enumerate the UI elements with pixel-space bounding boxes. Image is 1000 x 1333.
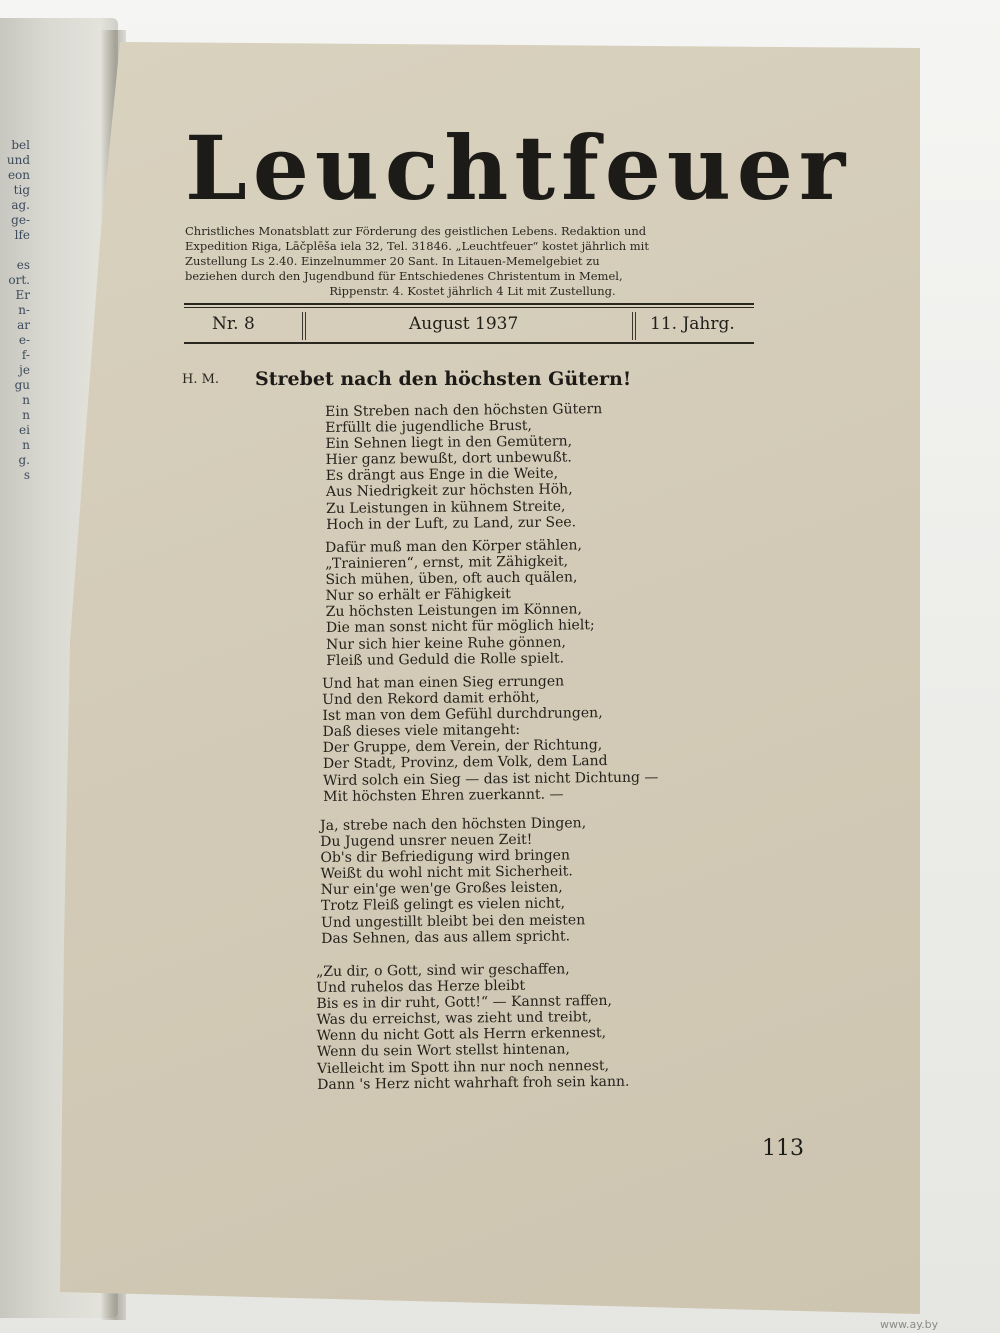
poem-line: „Trainieren“, ernst, mit Zähigkeit, — [325, 553, 569, 573]
left-page-fragment: n — [22, 438, 30, 452]
poem-line: Zu höchsten Leistungen im Können, — [325, 601, 583, 621]
subtitle-line: Expedition Riga, Lāčplēša iela 32, Tel. 31846. „Leuchtfeuer“ kostet jährlich mit — [185, 239, 649, 253]
poem-line: Und den Rekord damit erhöht, — [322, 689, 540, 709]
poem-line: Ja, strebe nach den höchsten Dingen, — [320, 815, 587, 834]
poem-line: Weißt du wohl nicht mit Sicherheit. — [320, 863, 573, 883]
page-number: 113 — [762, 1136, 804, 1161]
left-page-fragment: ar — [17, 318, 30, 332]
issue-number: Nr. 8 — [212, 314, 255, 334]
left-page-fragment: bel — [11, 138, 30, 152]
left-page-fragment: es — [16, 258, 30, 272]
poem-line: Der Gruppe, dem Verein, der Richtung, — [322, 737, 603, 757]
poem-line: Nur sich hier keine Ruhe gönnen, — [326, 634, 566, 653]
poem-author: H. M. — [182, 372, 220, 387]
poem-line: „Zu dir, o Gott, sind wir geschaffen, — [316, 961, 570, 980]
masthead-subtitle — [185, 224, 760, 299]
left-page-fragment: ei — [19, 423, 30, 437]
left-page-fragment: und — [6, 153, 30, 167]
left-page-fragment: ge- — [11, 213, 30, 227]
left-page-fragment: je — [19, 363, 30, 377]
watermark: www.ay.by — [880, 1318, 939, 1331]
left-page-fragment: n- — [18, 303, 30, 317]
subtitle-line: beziehen durch den Jugendbund für Entschiedenes Christentum in Memel, — [185, 269, 623, 283]
poem-stanza — [325, 400, 746, 533]
poem-line: Zu Leistungen in kühnem Streite, — [326, 498, 566, 517]
poem-stanza — [322, 672, 743, 805]
poem-line: Dafür muß man den Körper stählen, — [325, 537, 582, 556]
poem-stanza — [320, 814, 741, 947]
issue-separator — [632, 312, 636, 340]
poem-line: Es drängt aus Enge in die Weite, — [325, 465, 559, 485]
poem-line: Hier ganz bewußt, dort unbewußt. — [325, 449, 572, 469]
poem-line: Was du erreichst, was zieht und treibt, — [316, 1009, 593, 1029]
left-page-fragment: ort. — [8, 273, 30, 287]
poem-line: Bis es in dir ruht, Gott!“ — Kannst raffen, — [316, 993, 612, 1013]
poem-stanza — [316, 960, 737, 1093]
left-page-fragment: g. — [18, 453, 30, 467]
poem-line: Und hat man einen Sieg errungen — [322, 673, 565, 692]
poem-line: Nur ein'ge wen'ge Großes leisten, — [320, 879, 563, 899]
left-page-fragment: ag. — [11, 198, 30, 212]
poem-line: Ist man von dem Gefühl durchdrungen, — [322, 705, 603, 725]
left-page-fragment: tig — [13, 183, 30, 197]
subtitle-line: Christliches Monatsblatt zur Förderung des geistlichen Lebens. Redaktion und — [185, 224, 647, 238]
poem-line: Nur so erhält er Fähigkeit — [325, 586, 511, 605]
masthead-title: Leuchtfeuer — [185, 116, 852, 220]
poem-line: Du Jugend unsrer neuen Zeit! — [320, 831, 533, 851]
bottom-rule — [184, 342, 754, 344]
issue-separator — [302, 312, 306, 340]
left-page-fragment — [0, 243, 30, 258]
poem-line: Und ruhelos das Herze bleibt — [316, 977, 526, 997]
left-page-fragment: gu — [14, 378, 30, 392]
left-page-fragment: s — [23, 468, 30, 482]
poem-line: Wenn du nicht Gott als Herrn erkennest, — [316, 1025, 607, 1045]
poem-line: Trotz Fleiß gelingt es vielen nicht, — [320, 895, 566, 915]
subtitle-line: Zustellung Ls 2.40. Einzelnummer 20 Sant. In Litauen-Memelgebiet zu — [185, 254, 600, 268]
issue-year: 11. Jahrg. — [650, 314, 735, 334]
left-page-fragment: f- — [21, 348, 30, 362]
poem-line: Das Sehnen, das aus allem spricht. — [321, 928, 571, 947]
poem-line: Mit höchsten Ehren zuerkannt. — — [323, 786, 564, 805]
poem-line: Sich mühen, üben, oft auch quälen, — [325, 569, 578, 589]
left-page-fragment: e- — [18, 333, 30, 347]
issue-date: August 1937 — [409, 314, 519, 334]
top-rule-thin — [184, 307, 754, 308]
poem-line: Ein Streben nach den höchsten Gütern — [325, 401, 603, 420]
left-page-fragment: lfe — [14, 228, 30, 242]
poem-line: Vielleicht im Spott ihn nur noch nennest, — [317, 1057, 610, 1077]
left-page-fragment: Er — [15, 288, 30, 302]
subtitle-line: Rippenstr. 4. Kostet jährlich 4 Lit mit Zustellung. — [329, 284, 616, 298]
left-page-fragment: n — [22, 408, 30, 422]
top-rule — [184, 303, 754, 305]
left-page-text — [0, 138, 30, 483]
left-page-fragment: n — [22, 393, 30, 407]
poem-line: Erfüllt die jugendliche Brust, — [325, 417, 533, 437]
poem-line: Wenn du sein Wort stellst hintenan, — [316, 1041, 571, 1061]
issue-bar — [184, 312, 754, 340]
poem-stanza — [325, 536, 746, 669]
poem-title: Strebet nach den höchsten Gütern! — [255, 368, 632, 390]
poem-line: Hoch in der Luft, zu Land, zur See. — [326, 514, 577, 533]
poem-line: Ein Sehnen liegt in den Gemütern, — [325, 433, 573, 453]
poem-line: Aus Niedrigkeit zur höchsten Höh, — [325, 481, 573, 501]
poem-line: Die man sonst nicht für möglich hielt; — [325, 617, 595, 637]
poem-line: Wird solch ein Sieg — das ist nicht Dichtung — — [323, 769, 659, 789]
poem-line: Daß dieses viele mitangeht: — [322, 722, 521, 741]
poem-line: Ob's dir Befriedigung wird bringen — [320, 847, 571, 867]
poem-line: Der Stadt, Provinz, dem Volk, dem Land — [322, 753, 608, 773]
left-page-fragment: eon — [7, 168, 30, 182]
poem-line: Und ungestillt bleibt bei den meisten — [321, 911, 586, 931]
poem-line: Dann 's Herz nicht wahrhaft froh sein kann. — [317, 1073, 630, 1093]
poem-line: Fleiß und Geduld die Rolle spielt. — [326, 650, 565, 669]
